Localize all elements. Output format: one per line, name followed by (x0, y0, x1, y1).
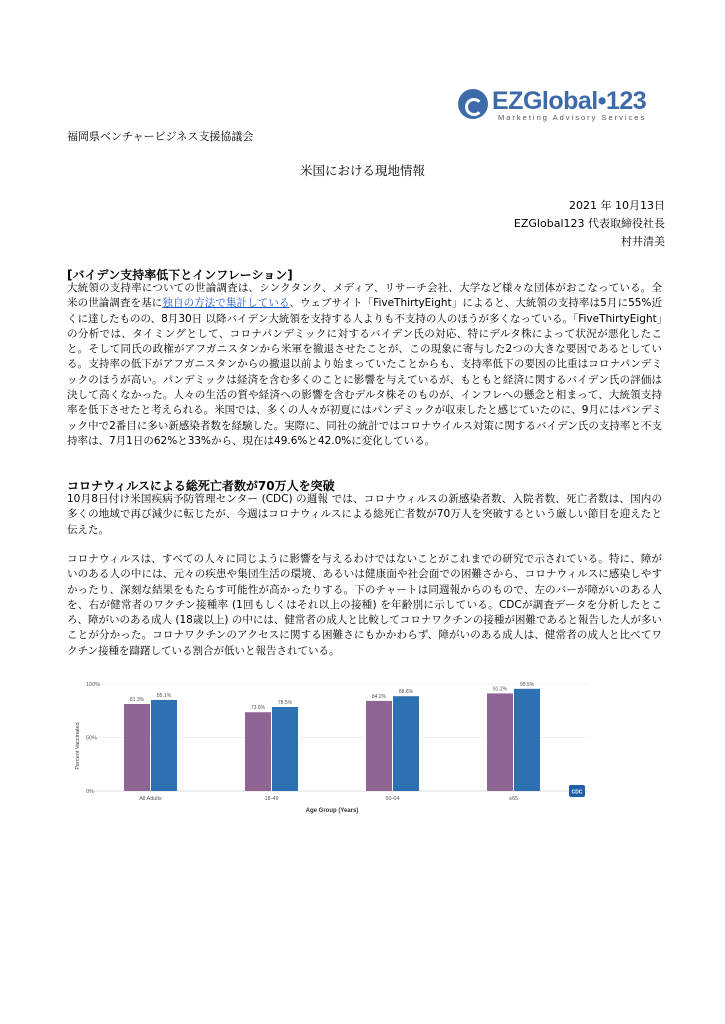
document-date: 2021 年 10月13日 (569, 199, 665, 212)
bar (151, 700, 177, 791)
company-logo (458, 88, 658, 124)
y-tick-label: 100% (86, 682, 101, 688)
data-label: 73.6% (250, 705, 266, 712)
data-label: 85.1% (156, 692, 172, 699)
bar (366, 701, 392, 791)
bar (124, 704, 150, 791)
section-heading-covid: コロナウィルスによる総死亡者数が70万人を突破 (67, 479, 335, 493)
cdc-badge (569, 785, 585, 797)
section-body-covid: 10月8日付け米国疾病予防管理センター (CDC) の週報 では、コロナウィルスの新感染者数、入院者数、死亡者数は、国内の多くの地域で再び減少に転じたが、今週はコロナウィルスによる総死亡者数が70万人を突破するという厳しい節目を迎えたと伝えた。 (67, 493, 662, 536)
fivethirtyeight-link[interactable]: 独自の方法で集計している (162, 297, 290, 310)
y-tick-label: 0% (86, 789, 94, 795)
globe-icon (458, 89, 488, 119)
author-title: EZGlobal123 代表取締役社長 (513, 217, 665, 230)
y-axis-label: Percent Vaccinated (75, 722, 81, 770)
x-tick-label: 18-49 (264, 796, 279, 802)
data-label: 95.5% (519, 681, 535, 688)
section-heading-biden: [バイデン支持率低下とインフレーション] (67, 268, 293, 282)
author-name: 村井清美 (621, 235, 665, 248)
section-body-biden: 大統領の支持率についての世論調査は、シンクタンク、メディア、リサーチ会社、大学など様々な団体がおこなっている。全米の世論調査を基に独自の方法で集計している、ウェブサイト「FiveThirtyEight」によると、大統領の支持率は5月に55%近くに達したものの、8月30日 以降バイデン大統領を支持する人よりも不支持の人のほうが多くなっている。「FiveThirtyEight」の分析では、タイミングとして、コロナパンデミックに対するバイデン氏の対応、特にデルタ株によって状況が悪化したこと。そして同氏の政権がアフガニスタンから米軍を撤退させたことが、この現象に寄与した2つの大きな要因であるとしている。支持率の低下がアフガニスタンからの撤退以前より始まっていたことからも、支持率低下の要因の比重はコロナパンデミックのほうが高い。パンデミックは経済を含む多くのことに影響を与えているが、もともと経済に関するバイデン氏の評価は決して高くなかった。人々の生活の質や経済への影響を含むデルタ株そのものが、インフレへの懸念と相まって、大統領支持率を低下させたと考えられる。米国では、多くの人々が初夏にはパンデミックが収束したと感じていたのに、9月にはパンデミック中で2番目に多い新感染者数を経験した。実際に、同社の統計ではコロナウイルス対策に関するバイデン氏の支持率と不支持率は、7月1日の62%と33%から、現在は49.6%と42.0%に変化している。 (67, 282, 663, 447)
x-tick-label: ≥65 (508, 796, 519, 802)
data-label: 88.6% (398, 689, 414, 696)
logo-tagline: Marketing Advisory Services (498, 113, 647, 122)
y-tick-label: 50% (86, 735, 98, 742)
x-axis-label: Age Group (Years) (305, 808, 359, 814)
bar (514, 689, 540, 791)
bar (272, 707, 298, 791)
document-title: 米国における現地情報 (299, 163, 425, 178)
section-body-vaccination: コロナウィルスは、すべての人々に同じように影響を与えるわけではないことがこれまでの研究で示されている。特に、障がいのある人の中には、元々の疾患や集団生活の環境、あるいは健康面や社会面での困難さから、コロナウィルスに感染しやすかったり、深刻な結果をもたらす可能性が高かったりする。下のチャートは同週報からのもので、左のバーが障がいのある人を、右が健常者のワクチン接種率 (1回もしくはそれ以上の接種) を年齢別に示している。CDCが調査データを分析したところ、障がいのある成人 (18歳以上) の中には、健常者の成人と比較してコロナワクチンの接種が困難であると報告した人が多いことが分かった。コロナワクチンのアクセスに関する困難さにもかかわらず、障がいのある成人は、健常者の成人と比べてワクチン接種を躊躇している割合が低いと報告されている。 (67, 553, 662, 657)
bar (487, 693, 513, 791)
data-label: 78.5% (277, 700, 293, 707)
svg-text:CDC: CDC (571, 789, 583, 796)
vaccination-bar-chart (70, 676, 600, 816)
data-label: 81.3% (129, 697, 145, 704)
logo-name: EZGlobal•123 (492, 87, 647, 115)
data-label: 84.2% (371, 693, 387, 700)
x-tick-label: 50-64 (385, 796, 400, 802)
x-tick-label: All Adults (139, 796, 162, 802)
data-label: 91.2% (492, 686, 508, 693)
organization-name: 福岡県ベンチャービジネス支援協議会 (67, 130, 254, 143)
bar (245, 712, 271, 791)
bar (393, 696, 419, 791)
